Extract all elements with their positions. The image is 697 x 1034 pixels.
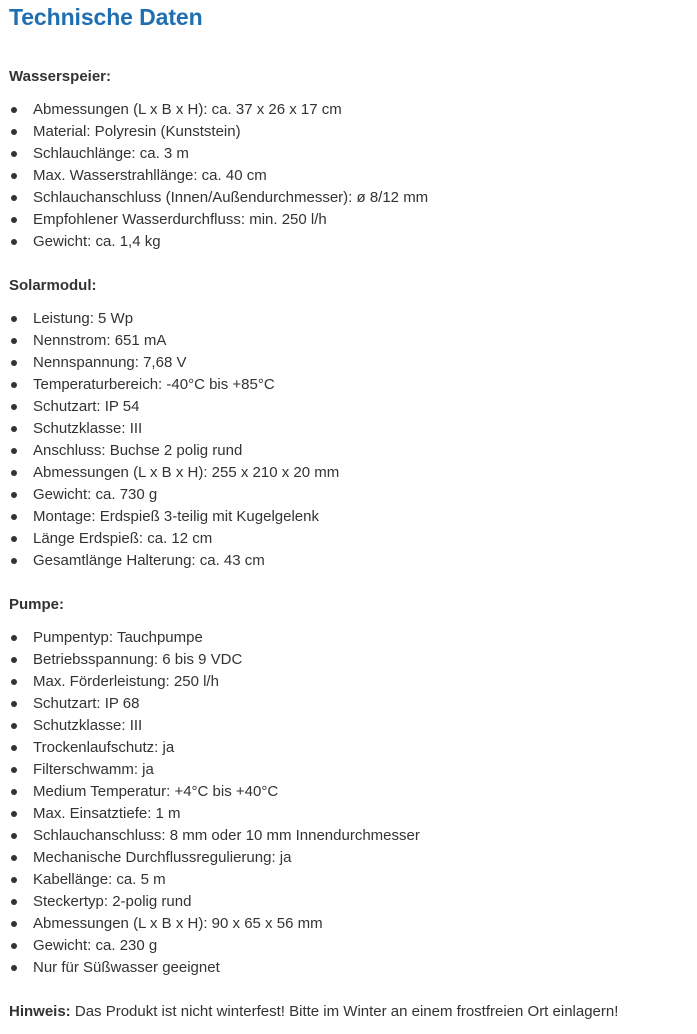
bullet-icon xyxy=(11,173,17,179)
list-item xyxy=(9,627,697,649)
bullet-icon xyxy=(11,899,17,905)
list-item xyxy=(9,528,697,550)
bullet-icon xyxy=(11,833,17,839)
list-item-text: Montage: Erdspieß 3-teilig mit Kugelgelenk xyxy=(33,508,319,525)
list-item-text: Trockenlaufschutz: ja xyxy=(33,739,175,756)
list-item xyxy=(9,891,697,913)
bullet-icon xyxy=(11,855,17,861)
list-item-text: Max. Einsatztiefe: 1 m xyxy=(33,805,181,822)
list-item xyxy=(9,869,697,891)
note-paragraph xyxy=(9,1001,697,1023)
bullet-icon xyxy=(11,382,17,388)
list-item-text: Gewicht: ca. 1,4 kg xyxy=(33,233,161,250)
spec-list xyxy=(9,99,697,253)
bullet-icon xyxy=(11,723,17,729)
list-item xyxy=(9,209,697,231)
bullet-icon xyxy=(11,426,17,432)
bullet-icon xyxy=(11,701,17,707)
list-item xyxy=(9,671,697,693)
section-heading: Wasserspeier: xyxy=(9,68,111,85)
list-item xyxy=(9,913,697,935)
bullet-icon xyxy=(11,767,17,773)
bullet-icon xyxy=(11,514,17,520)
list-item xyxy=(9,374,697,396)
list-item-text: Anschluss: Buchse 2 polig rund xyxy=(33,442,243,459)
bullet-icon xyxy=(11,151,17,157)
bullet-icon xyxy=(11,635,17,641)
list-item xyxy=(9,715,697,737)
section-heading: Pumpe: xyxy=(9,596,65,613)
list-item-text: Schutzart: IP 68 xyxy=(33,695,140,712)
bullet-icon xyxy=(11,316,17,322)
note-text: Das Produkt ist nicht winterfest! Bitte im Winter an einem frostfreien Ort einlagern! xyxy=(70,1003,619,1020)
list-item-text: Mechanische Durchflussregulierung: ja xyxy=(33,849,292,866)
bullet-icon xyxy=(11,448,17,454)
section-solarmodul xyxy=(9,275,697,572)
list-item-text: Leistung: 5 Wp xyxy=(33,310,134,327)
bullet-icon xyxy=(11,943,17,949)
bullet-icon xyxy=(11,921,17,927)
list-item-text: Max. Wasserstrahllänge: ca. 40 cm xyxy=(33,167,267,184)
list-item xyxy=(9,396,697,418)
bullet-icon xyxy=(11,470,17,476)
list-item xyxy=(9,308,697,330)
section-wasserspeier xyxy=(9,66,697,253)
list-item-text: Gewicht: ca. 730 g xyxy=(33,486,158,503)
list-item xyxy=(9,825,697,847)
list-item-text: Empfohlener Wasserdurchfluss: min. 250 l/h xyxy=(33,211,327,228)
list-item-text: Länge Erdspieß: ca. 12 cm xyxy=(33,530,213,547)
list-item-text: Medium Temperatur: +4°C bis +40°C xyxy=(33,783,279,800)
list-item-text: Temperaturbereich: -40°C bis +85°C xyxy=(33,376,275,393)
list-item-text: Max. Förderleistung: 250 l/h xyxy=(33,673,219,690)
bullet-icon xyxy=(11,811,17,817)
list-item-text: Pumpentyp: Tauchpumpe xyxy=(33,629,203,646)
list-item-text: Betriebsspannung: 6 bis 9 VDC xyxy=(33,651,243,668)
list-item-text: Steckertyp: 2-polig rund xyxy=(33,893,192,910)
list-item-text: Filterschwamm: ja xyxy=(33,761,154,778)
list-item xyxy=(9,935,697,957)
list-item xyxy=(9,693,697,715)
list-item-text: Schutzart: IP 54 xyxy=(33,398,140,415)
list-item xyxy=(9,440,697,462)
list-item-text: Gesamtlänge Halterung: ca. 43 cm xyxy=(33,552,265,569)
list-item xyxy=(9,121,697,143)
list-item-text: Schlauchlänge: ca. 3 m xyxy=(33,145,189,162)
list-item-text: Schlauchanschluss (Innen/Außendurchmesser): ø 8/12 mm xyxy=(33,189,429,206)
list-item-text: Abmessungen (L x B x H): ca. 37 x 26 x 17 cm xyxy=(33,101,342,118)
bullet-icon xyxy=(11,536,17,542)
bullet-icon xyxy=(11,877,17,883)
bullet-icon xyxy=(11,239,17,245)
list-item-text: Material: Polyresin (Kunststein) xyxy=(33,123,241,140)
bullet-icon xyxy=(11,107,17,113)
bullet-icon xyxy=(11,360,17,366)
bullet-icon xyxy=(11,657,17,663)
list-item xyxy=(9,781,697,803)
list-item xyxy=(9,165,697,187)
spec-list xyxy=(9,627,697,979)
bullet-icon xyxy=(11,789,17,795)
list-item xyxy=(9,737,697,759)
note-label: Hinweis: xyxy=(9,1003,71,1020)
list-item xyxy=(9,803,697,825)
list-item xyxy=(9,187,697,209)
bullet-icon xyxy=(11,195,17,201)
list-item-text: Nennstrom: 651 mA xyxy=(33,332,167,349)
bullet-icon xyxy=(11,404,17,410)
section-pumpe xyxy=(9,594,697,979)
bullet-icon xyxy=(11,558,17,564)
list-item xyxy=(9,550,697,572)
list-item-text: Nur für Süßwasser geeignet xyxy=(33,959,220,976)
list-item xyxy=(9,143,697,165)
page-title: Technische Daten xyxy=(9,4,203,30)
list-item xyxy=(9,352,697,374)
bullet-icon xyxy=(11,745,17,751)
list-item xyxy=(9,418,697,440)
bullet-icon xyxy=(11,217,17,223)
bullet-icon xyxy=(11,338,17,344)
list-item-text: Schlauchanschluss: 8 mm oder 10 mm Innendurchmesser xyxy=(33,827,420,844)
list-item-text: Schutzklasse: III xyxy=(33,420,143,437)
list-item xyxy=(9,484,697,506)
list-item-text: Schutzklasse: III xyxy=(33,717,143,734)
bullet-icon xyxy=(11,492,17,498)
list-item-text: Abmessungen (L x B x H): 90 x 65 x 56 mm xyxy=(33,915,323,932)
list-item xyxy=(9,649,697,671)
spec-list xyxy=(9,308,697,572)
list-item xyxy=(9,759,697,781)
list-item xyxy=(9,231,697,253)
list-item-text: Abmessungen (L x B x H): 255 x 210 x 20 mm xyxy=(33,464,340,481)
list-item xyxy=(9,99,697,121)
bullet-icon xyxy=(11,129,17,135)
list-item-text: Kabellänge: ca. 5 m xyxy=(33,871,166,888)
list-item xyxy=(9,330,697,352)
bullet-icon xyxy=(11,965,17,971)
list-item xyxy=(9,462,697,484)
list-item xyxy=(9,847,697,869)
section-heading: Solarmodul: xyxy=(9,277,97,294)
list-item-text: Nennspannung: 7,68 V xyxy=(33,354,187,371)
list-item-text: Gewicht: ca. 230 g xyxy=(33,937,158,954)
list-item xyxy=(9,506,697,528)
bullet-icon xyxy=(11,679,17,685)
list-item xyxy=(9,957,697,979)
